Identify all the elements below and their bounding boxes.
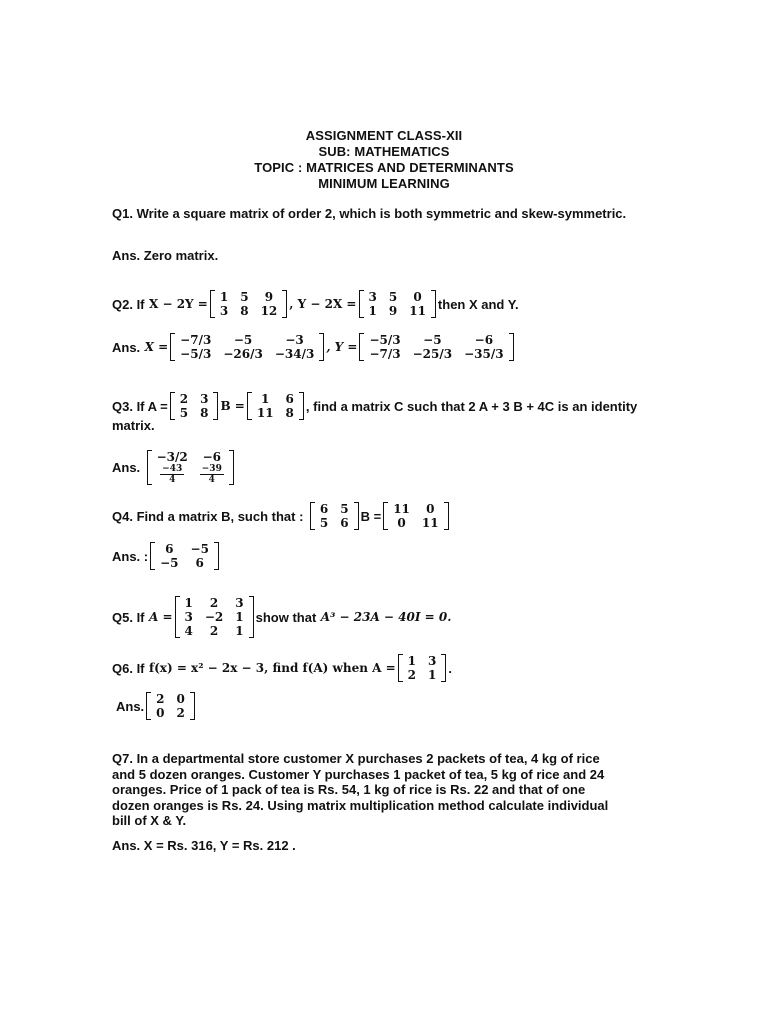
q4-ans-prefix: Ans. : [112,548,149,564]
q3-b-matrix [247,392,304,420]
subject-line: SUB: MATHEMATICS [318,144,450,159]
q2-x-cell: −3 [285,333,304,347]
q6-ans-cell: 2 [156,692,165,706]
q2-m2-cell: 9 [388,304,398,318]
q6-a-cell: 1 [407,654,417,668]
q3-a-cell: 8 [200,406,209,420]
q6-a-cell: 1 [428,668,437,682]
q6-function: f(x) = x² − 2x − 3, find f(A) when A = [148,661,396,675]
q1-answer: Ans. Zero matrix. [112,248,219,263]
q2-y-matrix [359,333,513,361]
q2-suffix: then X and Y. [437,296,519,312]
q3-b-cell: 6 [285,392,294,406]
q3-ans-cell: −6 [202,450,221,464]
q3-a-cell: 3 [200,392,209,406]
q2-y-cell: −6 [474,333,494,347]
topic-line: TOPIC : MATRICES AND DETERMINANTS [254,160,514,175]
q2-y-cell: −35/3 [464,347,504,361]
q2-x-cell: −5 [233,333,253,347]
q5-a-cell: 1 [235,624,244,638]
q2-eq1-lhs: X − 2Y = [148,297,208,311]
q5-a-cell: 2 [209,596,219,610]
q2-x-cell: −34/3 [274,347,315,361]
q7-line: oranges. Price of 1 pack of tea is Rs. 54, 1 kg of rice is Rs. 22 and that of one [112,782,586,797]
q7-line: Q7. In a departmental store customer X purchases 2 packets of tea, 4 kg of rice [112,751,600,766]
assignment-title: ASSIGNMENT CLASS-XII [305,128,463,143]
q2-m2-cell: 3 [368,290,377,304]
q3-fraction-den: 4 [169,475,176,485]
q2-x-cell: −5/3 [180,347,212,361]
q5-a-cell: 1 [184,596,193,610]
q6-ans-prefix: Ans. [116,698,145,714]
q2-matrix-2 [359,290,436,318]
q7-line: and 5 dozen oranges. Customer Y purchases 1 packet of tea, 5 kg of rice and 24 [112,766,605,782]
q3-suffix-2: matrix. [112,418,155,433]
q5-a-cell: 2 [209,624,219,638]
q7-answer: Ans. X = Rs. 316, Y = Rs. 212 . [112,838,296,853]
q2-m1-cell: 12 [260,304,278,318]
q5-question [112,596,451,638]
q5-suffix: show that [255,609,317,625]
q3-fraction-den: 4 [208,475,215,485]
q6-a-cell: 2 [407,668,417,682]
q3-fraction [160,464,184,485]
q6-ans-matrix [146,692,195,720]
q4-ans-matrix [150,542,219,570]
q2-x-matrix [170,333,324,361]
q6-ans-cell: 0 [176,692,185,706]
q4-m2-cell: 11 [421,516,439,530]
q2-m1-cell: 9 [264,290,274,304]
q3-b-cell: 8 [285,406,294,420]
q2-y-cell: −25/3 [412,347,453,361]
q4-m2-cell: 0 [397,516,406,530]
q3-ans-cell: −3/2 [156,450,188,464]
q4-question [112,502,451,530]
q2-y-cell: −5 [423,333,442,347]
q4-m1-cell: 6 [319,502,329,516]
q2-m1-cell: 3 [219,304,229,318]
q4-ans-cell: −5 [190,542,209,556]
q5-prefix: Q5. If [112,609,145,625]
q7-line: dozen oranges is Rs. 24. Using matrix multiplication method calculate individual [112,797,609,813]
q2-m2-cell: 0 [413,290,422,304]
q5-a-cell: −2 [204,610,224,624]
q3-b-label: B = [220,399,245,413]
q7-line: bill of X & Y. [112,813,187,828]
q2-matrix-1 [210,290,287,318]
q6-ans-cell: 0 [156,706,165,720]
q4-m1-cell: 5 [340,502,349,516]
q3-ans-prefix: Ans. [112,460,141,475]
q3-a-matrix [170,392,219,420]
q3-prefix: Q3. If A = [112,398,168,414]
q5-a-matrix [175,596,254,638]
q3-fraction-num: −43 [162,464,183,474]
q2-answer [112,333,516,361]
q3-ans-cell [151,464,194,485]
q5-a-label: A = [148,610,173,624]
q3-b-cell: 1 [261,392,270,406]
q2-m1-cell: 5 [240,290,249,304]
q4-m1-cell: 5 [319,516,329,530]
q2-ans-prefix: Ans. [112,339,141,355]
q4-m2-cell: 0 [426,502,435,516]
q6-prefix: Q6. If [112,660,145,676]
q2-prefix: Q2. If [112,296,145,312]
q6-end: . [448,660,452,676]
q4-matrix-2 [383,502,448,530]
q4-ans-cell: 6 [165,542,174,556]
q4-answer [112,542,221,570]
q4-mid: B = [360,508,382,524]
q5-a-cell: 4 [184,624,193,638]
q3-suffix: , find a matrix C such that 2 A + 3 B + 4C is an identity [305,398,638,414]
q6-a-cell: 3 [428,654,437,668]
q5-a-cell: 3 [235,596,244,610]
q2-y-cell: −7/3 [369,347,401,361]
q4-ans-cell: −5 [160,556,179,570]
q2-y-cell: −5/3 [369,333,401,347]
q5-equation: A³ − 23A − 40I = 0. [320,610,452,624]
q3-answer [112,450,236,485]
q3-b-cell: 11 [256,406,274,420]
q3-a-cell: 2 [179,392,189,406]
q3-ans-matrix [147,450,234,485]
q5-a-cell: 3 [184,610,193,624]
q4-m1-cell: 6 [340,516,349,530]
q6-ans-cell: 2 [176,706,185,720]
q3-fraction-num: −39 [201,464,222,474]
q4-matrix-1 [310,502,359,530]
q2-m2-cell: 5 [388,290,398,304]
minimum-learning-line: MINIMUM LEARNING [318,176,450,191]
q6-a-matrix [398,654,447,682]
q3-fraction [200,464,224,485]
q2-m2-cell: 1 [368,304,377,318]
q3-ans-cell [194,464,230,485]
q3-question [112,392,637,420]
q2-question [112,290,519,318]
q2-separator: , Y − 2X = [289,297,357,311]
q2-x-label: X = [144,340,169,354]
q2-m1-cell: 1 [219,290,229,304]
q4-ans-cell: 6 [195,556,204,570]
q2-m1-cell: 8 [240,304,249,318]
q4-m2-cell: 11 [393,502,410,516]
q1-question: Q1. Write a square matrix of order 2, which is both symmetric and skew-symmetric. [112,206,627,221]
q2-x-cell: −26/3 [223,347,263,361]
q5-a-cell: 1 [235,610,244,624]
q6-answer [116,692,197,720]
q4-prefix: Q4. Find a matrix B, such that : [112,508,304,524]
q3-a-cell: 5 [179,406,189,420]
q7-question [112,751,657,829]
q2-m2-cell: 11 [409,304,426,318]
q2-y-label: , Y = [326,340,358,354]
q2-x-cell: −7/3 [180,333,212,347]
q6-question [112,654,452,682]
